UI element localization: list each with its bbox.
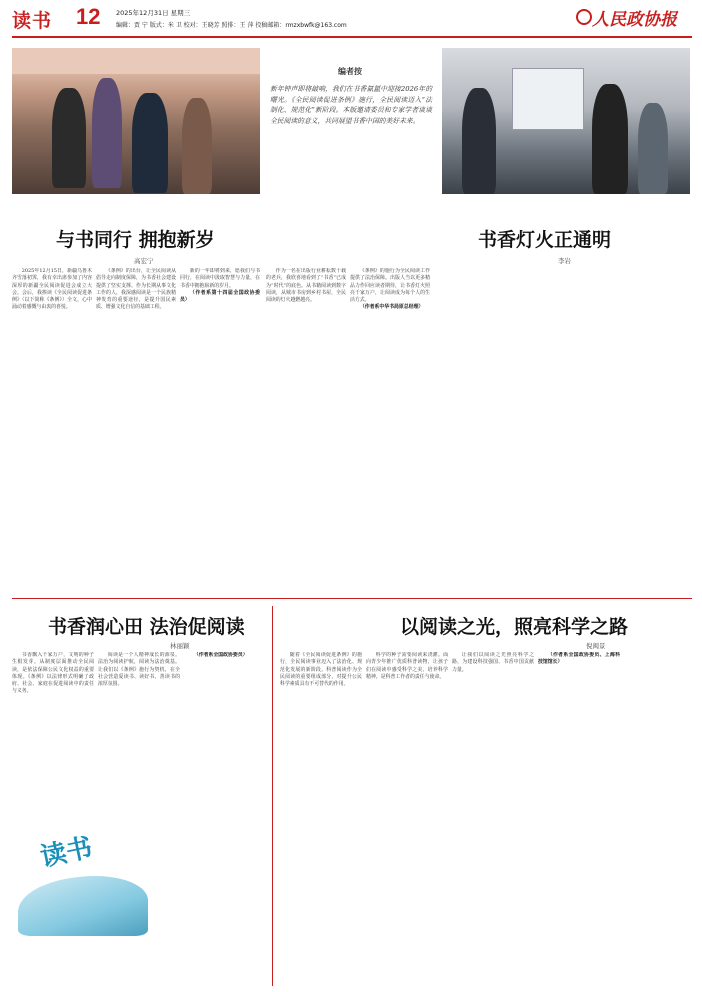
article-1-paragraph: 新的一年即将到来，愿我们与书同行，在阅读中汲取智慧与力量，在书香中拥抱崭新的岁月。 (180, 268, 260, 289)
article-1-author-note: （作者系第十四届全国政协委员） (180, 289, 260, 304)
article-1-paragraph: 2025年12月15日，新疆乌鲁木齐雪落初霁，我有幸出席参加了内容深厚的新疆全民阅读促进会成立大会。会后，我捧读《全民阅读促进条例》（以下简称《条例》）全文，心中涌动着感慨与由衷的喜悦。 (12, 268, 92, 311)
newspaper-emblem-icon (576, 9, 592, 25)
vr-reading-photo-right (442, 48, 690, 194)
book-illustration (18, 876, 148, 936)
reading-logo: 读书 (37, 832, 96, 874)
article-4-col-4 (538, 652, 620, 982)
article-4-paragraph: 科学的种子需要阅读来浇灌。面向青少年推广优质科普读物，让孩子们在阅读中感受科学之美、培养科学精神，是科普工作者的责任与使命。 (366, 652, 448, 680)
editor-note (262, 48, 438, 194)
article-1-headline: 与书同行 拥抱新岁 (56, 229, 215, 251)
article-4-col-3 (452, 652, 534, 982)
article-3-headline: 书香润心田 法治促阅读 (48, 616, 245, 638)
article-1-paragraph: 《条例》的出台，让全民阅读从倡导走向制度保障，为书香社会建设提供了坚实支撑。作为长期从事文化工作的人，我深感阅读是一个民族精神发育的重要途径，是提升国民素质、增强文化自信的基础工程。 (96, 268, 176, 311)
article-2-paragraph: 《条例》的施行为全民阅读工作提供了法治保障。出版人当以更多精品力作回应读者期待，让书香灯火照亮千家万户，让阅读成为每个人的生活方式。 (350, 268, 430, 304)
bookfair-photo-left (12, 48, 260, 194)
article-4-paragraph: 让我们以阅读之光照亮科学之路，为建设科技强国、书香中国贡献力量。 (452, 652, 534, 673)
column-divider (272, 606, 273, 986)
page-number: 12 (76, 4, 101, 29)
article-3-byline: 林丽颖 (170, 642, 190, 650)
editor-note-title: 编者按 (338, 67, 362, 76)
editor-note-text: 新年钟声即将敲响，我们在书香氤氲中迎接2026年的曙光。《全民阅读促进条例》施行，全民阅读迈入“法制化、规范化”新阶段。本版邀请委员和专家学者谈谈全民阅读的意义，共同展望书香中国的美好未来。 (270, 85, 432, 125)
article-2-headline: 书香灯火正通明 (478, 229, 612, 251)
article-1-byline: 高宏宁 (134, 257, 154, 265)
article-4-paragraph: 随着《全民阅读促进条例》的施行，全民阅读事业迈入了法治化、规范化发展的新阶段。科普阅读作为全民阅读的重要组成部分，对提升公民科学素质具有不可替代的作用。 (280, 652, 362, 688)
article-3-paragraph: 阅读是一个人精神成长的源泉。法治为阅读护航，阅读为法治奠基。让我们以《条例》施行为契机，在全社会营造爱读书、读好书、善读书的浓厚氛围。 (98, 652, 180, 688)
masthead (12, 6, 692, 38)
issue-date: 2025年12月31日 星期三 (116, 9, 191, 17)
article-3-col-3 (184, 652, 266, 982)
section-title: 读书 (12, 10, 53, 32)
newspaper-name: 人民政协报 (592, 10, 677, 30)
article-4-col-1 (280, 652, 362, 982)
section-divider (12, 598, 692, 599)
article-3-paragraph: 书香飘入千家万户，文明的种子生根发芽。从制度层面推动全民阅读，是依法保障公民文化权益的重要体现。《条例》以法律形式明确了政府、社会、家庭在促进阅读中的责任与义务。 (12, 652, 94, 695)
article-2-byline: 李岩 (558, 257, 571, 265)
article-3-col-1 (12, 652, 94, 812)
article-3-author-note: （作者系全国政协委员） (193, 652, 248, 658)
article-4-col-2 (366, 652, 448, 982)
article-4-headline: 以阅读之光，照亮科学之路 (400, 616, 629, 638)
staff-credits: 编辑：贾 宁 版式：米 卫 校对：王晓芳 照排：王 萍 投稿邮箱：rmzxbwfk@163.com (116, 22, 347, 29)
article-2-paragraph: 作为一名在出版行业耕耘数十载的老兵，我欣喜地看到了“书香”已成为“时代”的底色。从书籍阅读到数字阅读，从城市书房到乡村书屋，全民阅读的灯火越燃越亮。 (266, 268, 346, 304)
article-4-author-note: （作者系全国政协委员、上海科技馆馆长） (538, 652, 620, 666)
article-4-byline: 倪闽景 (586, 642, 606, 650)
article-2-author-note: （作者系中华书局原总经理） (359, 304, 424, 311)
